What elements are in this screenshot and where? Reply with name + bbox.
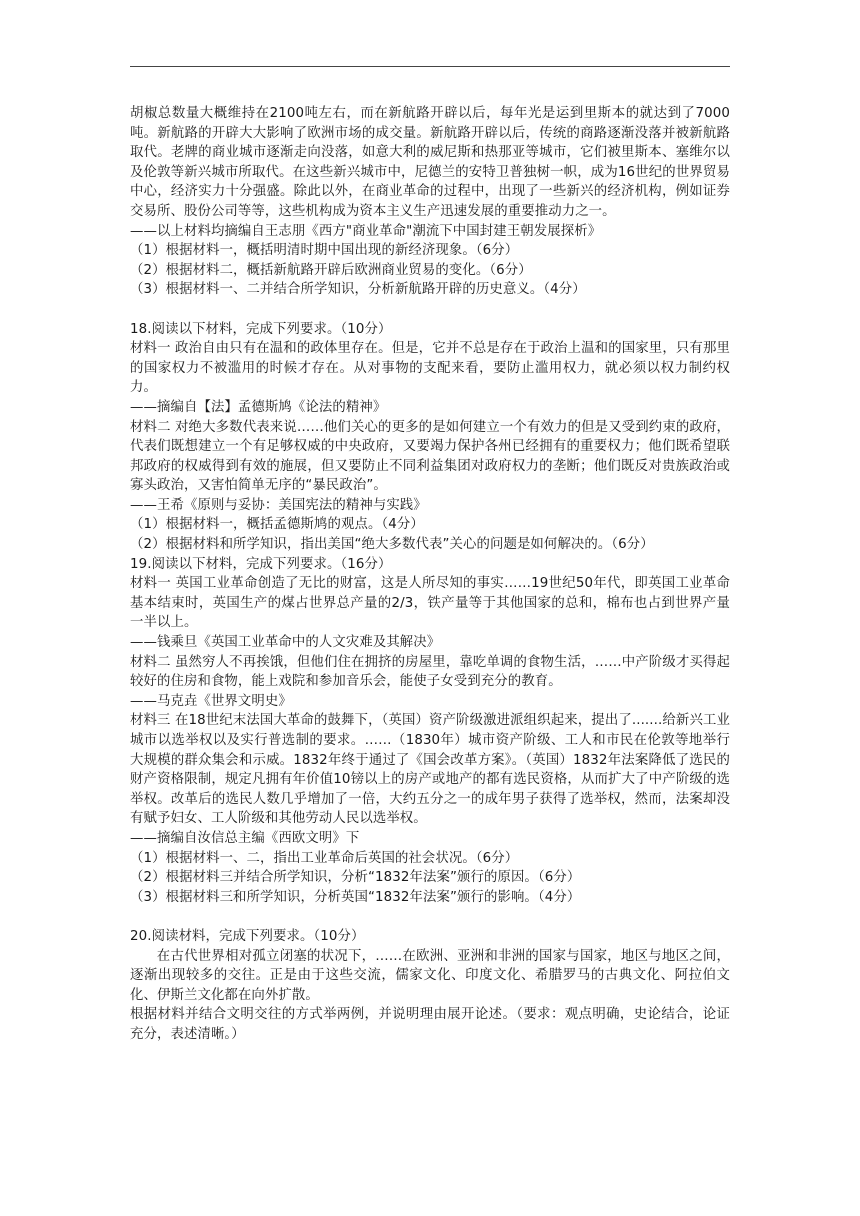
question-item: （1）根据材料一、二，指出工业革命后英国的社会状况。（6分） xyxy=(130,850,519,866)
material-source: ——马克垚《世界文明史》 xyxy=(130,693,292,709)
question-item: （2）根据材料二，概括新航路开辟后欧洲商业贸易的变化。（6分） xyxy=(130,262,532,278)
material-text: 材料二 虽然穷人不再挨饿，但他们住在拥挤的房屋里，靠吃单调的食物生活，……中产阶级才买得起较好的住房和食物，能上戏院和参加音乐会，能使子女受到充分的教育。 xyxy=(130,654,730,690)
material-source: ——摘编自汝信总主编《西欧文明》下 xyxy=(130,830,360,846)
material-source: ——王希《原则与妥协：美国宪法的精神与实践》 xyxy=(130,497,427,513)
question-item: （2）根据材料和所学知识，指出美国“绝大多数代表”关心的问题是如何解决的。（6分） xyxy=(130,537,654,553)
material-text: 胡椒总数量大概维持在2100吨左右，而在新航路开辟以后，每年光是运到里斯本的就达到了7000吨。新航路的开辟大大影响了欧洲市场的成交量。新航路开辟以后，传统的商路逐渐没落并被新航路取代。老牌的商业城市逐渐走向没落，如意大利的威尼斯和热那亚等城市，它们被里斯本、塞维尔以及伦敦等新兴城市所取代。在这些新兴城市中，尼德兰的安特卫普独树一帜，成为16世纪的世界贸易中心，经济实力十分强盛。除此以外，在商业革命的过程中，出现了一些新兴的经济机构，例如证券交易所、股份公司等等，这些机构成为资本主义生产迅速发展的重要推动力之一。 xyxy=(130,106,730,219)
question-item: （3）根据材料三和所学知识，分析英国“1832年法案”颁行的影响。（4分） xyxy=(130,889,581,905)
spacer xyxy=(130,907,730,927)
material-text: 材料一 政治自由只有在温和的政体里存在。但是，它并不总是存在于政治上温和的国家里，只有那里的国家权力不被滥用的时候才存在。从对事物的支配来看，要防止滥用权力，就必须以权力制约权力。 xyxy=(130,341,730,396)
question-heading-19: 19.阅读以下材料，完成下列要求。（16分） xyxy=(130,556,392,572)
material-text: 材料三 在18世纪末法国大革命的鼓舞下，（英国）资产阶级激进派组织起来，提出了.......给新兴工业城市以选举权以及实行普选制的要求。……（1830年）城市资产阶级、工人和市民在伦敦等地举行大规模的群众集会和示威。1832年终于通过了《国会改革方案》。（英国）1832年法案降低了选民的财产资格限制，规定凡拥有年价值10镑以上的房产或地产的都有选民资格，从而扩大了中产阶级的选举权。改革后的选民人数几乎增加了一倍，大约五分之一的成年男子获得了选举权，然而，法案却没有赋予妇女、工人阶级和其他劳动人民以选举权。 xyxy=(130,713,730,827)
material-source: ——以上材料均摘编自王志朋《西方"商业革命"潮流下中国封建王朝发展探析》 xyxy=(130,223,602,239)
document-body xyxy=(130,104,730,1045)
material-text: 材料二 对绝大多数代表来说……他们关心的更多的是如何建立一个有效力的但是又受到约束的政府，代表们既想建立一个有足够权威的中央政府，又要竭力保护各州已经拥有的重要权力；他们既希望联邦政府的权威得到有效的施展，但又要防止不同利益集团对政府权力的垄断；他们既反对贵族政治或寡头政治，又害怕简单无序的“暴民政治”。 xyxy=(130,419,730,494)
material-source: ——摘编自【法】孟德斯鸠《论法的精神》 xyxy=(130,399,387,415)
question-item: （3）根据材料一、二并结合所学知识，分析新航路开辟的历史意义。（4分） xyxy=(130,282,586,298)
question-item: （1）根据材料一，概括孟德斯鸠的观点。（4分） xyxy=(130,517,424,533)
material-source: ——钱乘旦《英国工业革命中的人文灾难及其解决》 xyxy=(130,635,441,651)
question-item: （2）根据材料三并结合所学知识，分析“1832年法案”颁行的原因。（6分） xyxy=(130,870,581,886)
material-text: 在古代世界相对孤立闭塞的状况下，……在欧洲、亚洲和非洲的国家与国家，地区与地区之间，逐渐出现较多的交往。正是由于这些交流，儒家文化、印度文化、希腊罗马的古典文化、阿拉伯文化、伊斯兰文化都在向外扩散。 xyxy=(130,948,730,1003)
question-item: （1）根据材料一，概括明清时期中国出现的新经济现象。（6分） xyxy=(130,243,519,259)
material-text: 材料一 英国工业革命创造了无比的财富，这是人所尽知的事实……19世纪50年代，即英国工业革命基本结束时，英国生产的煤占世界总产量的2/3，铁产量等于其他国家的总和，棉布也占到世界产量一半以上。 xyxy=(130,576,730,631)
spacer xyxy=(130,300,730,320)
header-rule xyxy=(130,66,730,67)
question-heading-20: 20.阅读材料，完成下列要求。（10分） xyxy=(130,928,365,944)
question-heading-18: 18.阅读以下材料，完成下列要求。（10分） xyxy=(130,321,392,337)
question-item: 根据材料并结合文明交往的方式举两例，并说明理由展开论述。（要求：观点明确，史论结合，论证充分，表述清晰。） xyxy=(130,1007,730,1042)
